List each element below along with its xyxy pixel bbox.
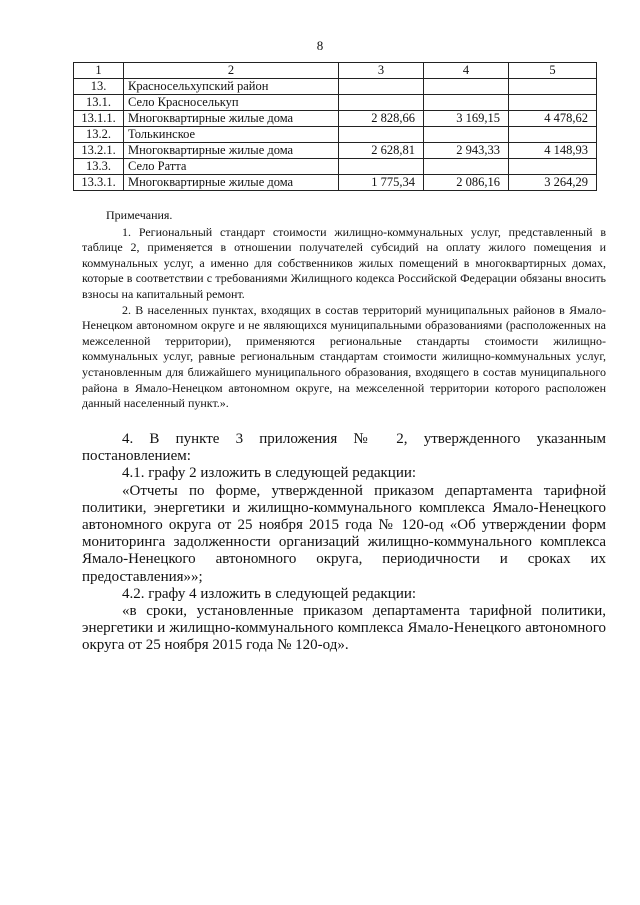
row-name-cell: Многоквартирные жилые дома	[124, 143, 339, 159]
row-name-cell: Село Ратта	[124, 159, 339, 175]
value-cell	[509, 79, 597, 95]
paragraph: 4.2. графу 4 изложить в следующей редакции:	[122, 585, 417, 602]
table-row	[74, 143, 597, 159]
row-name-cell: Многоквартирные жилые дома	[124, 175, 339, 191]
paragraph: «в сроки, установленные приказом департамента тарифной политики, энергетики и жилищно-коммунального комплекса Ямало-Ненецкого автономного округа от 25 ноября 2015 года № 120-од».	[82, 603, 606, 654]
row-name-cell: Многоквартирные жилые дома	[124, 111, 339, 127]
table-header-cell: 1	[74, 63, 124, 79]
row-number-cell: 13.	[74, 79, 124, 95]
row-name-cell: Красносельхупский район	[124, 79, 339, 95]
row-number-cell: 13.3.1.	[74, 175, 124, 191]
value-cell	[339, 79, 424, 95]
page-number: 8	[316, 38, 324, 53]
value-cell: 2 943,33	[424, 143, 509, 159]
row-number-cell: 13.3.	[74, 159, 124, 175]
row-name-cell: Село Красноселькуп	[124, 95, 339, 111]
amendments-text	[82, 431, 606, 655]
tariff-table	[73, 62, 597, 191]
table-row	[74, 111, 597, 127]
value-cell	[509, 159, 597, 175]
row-number-cell: 13.1.1.	[74, 111, 124, 127]
row-number-cell: 13.1.	[74, 95, 124, 111]
value-cell: 3 169,15	[424, 111, 509, 127]
value-cell	[339, 95, 424, 111]
table-header-row	[74, 63, 597, 79]
value-cell	[424, 127, 509, 143]
value-cell: 2 828,66	[339, 111, 424, 127]
paragraph: 4.1. графу 2 изложить в следующей редакции:	[122, 465, 417, 482]
paragraph: «Отчеты по форме, утвержденной приказом департамента тарифной политики, энергетики и жилищно-коммунального комплекса Ямало-Ненецкого автономного округа от 25 ноября 2015 года № 120-од «Об утверждении форм мониторинга задолженности организаций жилищно-коммунального комплекса Ямало-Ненецкого автономного округа, периодичности и сроках их предоставления»»;	[82, 482, 606, 585]
value-cell: 1 775,34	[339, 175, 424, 191]
note-item: 2. В населенных пунктах, входящих в состав территорий муниципальных районов в Ямало-Ненецком автономном округе и не являющихся муниципальными образованиями (расположенных на межселенной территории), применяются региональные стандарты стоимости жилищно-коммунальных услуг, равные региональным стандартам стоимости жилищно-коммунальных услуг, установленным для ближайшего муниципального образования, входящего в состав муниципального района в Ямало-Ненецком автономном округе, на межселенной территории которого расположен данный населенный пункт.».	[82, 302, 606, 411]
row-number-cell: 13.2.1.	[74, 143, 124, 159]
value-cell	[424, 159, 509, 175]
value-cell: 4 148,93	[509, 143, 597, 159]
value-cell	[424, 79, 509, 95]
paragraph: 4. В пункте 3 приложения № 2, утвержденного указанным постановлением:	[82, 431, 606, 465]
table-row	[74, 159, 597, 175]
table-header-cell: 4	[424, 63, 509, 79]
notes-section	[82, 208, 606, 412]
table-header-cell: 5	[509, 63, 597, 79]
table-row	[74, 127, 597, 143]
notes-title: Примечания.	[106, 208, 173, 222]
value-cell	[509, 127, 597, 143]
value-cell: 2 628,81	[339, 143, 424, 159]
value-cell	[339, 127, 424, 143]
table-header-cell: 2	[124, 63, 339, 79]
note-item: 1. Региональный стандарт стоимости жилищно-коммунальных услуг, представленный в таблице 2, применяется в отношении получателей субсидий на оплату жилого помещения и коммунальных услуг, а именно для собственников жилых помещений в многоквартирных домах, которые в соответствии с требованиями Жилищного кодекса Российской Федерации обязаны вносить взносы на капитальный ремонт.	[82, 224, 606, 301]
table-row	[74, 95, 597, 111]
value-cell: 2 086,16	[424, 175, 509, 191]
row-name-cell: Толькинское	[124, 127, 339, 143]
value-cell: 3 264,29	[509, 175, 597, 191]
value-cell: 4 478,62	[509, 111, 597, 127]
row-number-cell: 13.2.	[74, 127, 124, 143]
value-cell	[509, 95, 597, 111]
table-row	[74, 175, 597, 191]
table-header-cell: 3	[339, 63, 424, 79]
value-cell	[424, 95, 509, 111]
table-row	[74, 79, 597, 95]
value-cell	[339, 159, 424, 175]
